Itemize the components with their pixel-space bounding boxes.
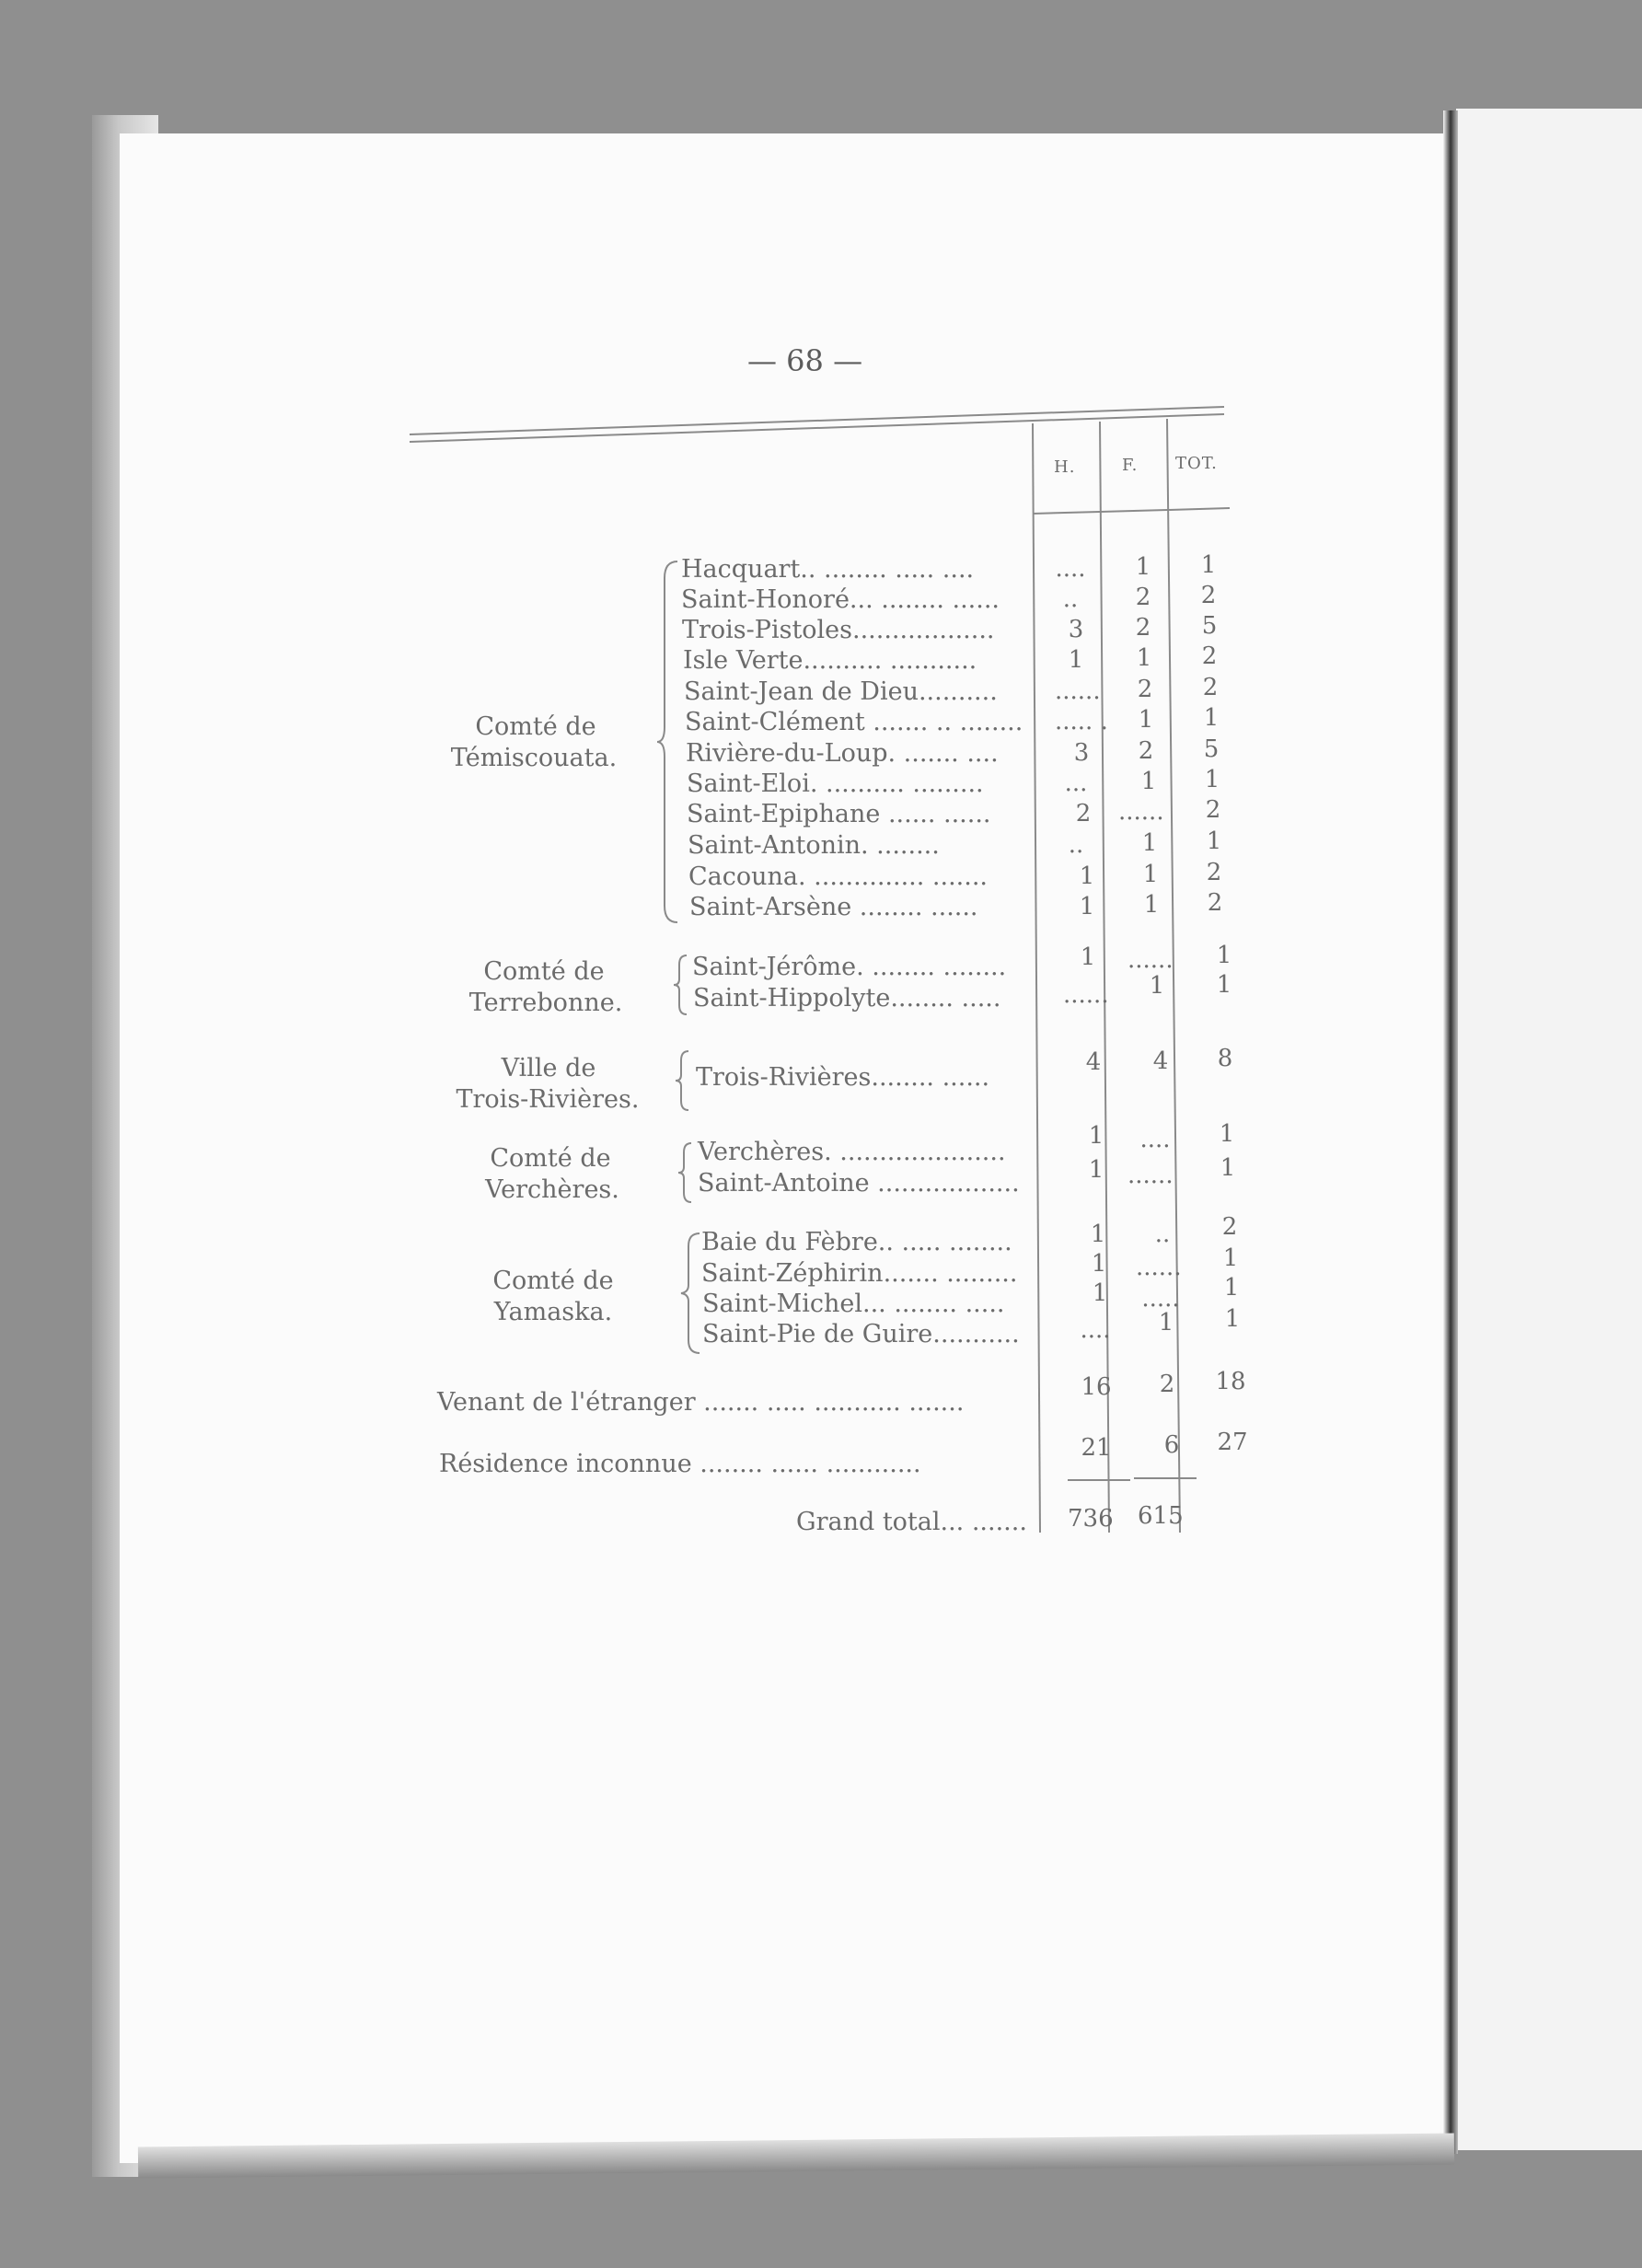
county-label: Yamaska. <box>493 1298 613 1326</box>
f-value: 1 <box>1136 644 1152 672</box>
h-value: 1 <box>1068 646 1084 674</box>
place-name: Isle Verte.......... ........... <box>683 646 977 675</box>
tot-value: 1 <box>1204 766 1220 793</box>
column-header-f: F. <box>1122 456 1139 475</box>
h-value: 1 <box>1092 1279 1108 1307</box>
f-value: .. <box>1154 1221 1171 1248</box>
h-value: ..... . <box>1055 708 1108 735</box>
f-value: 615 <box>1138 1502 1184 1530</box>
f-value: ...... <box>1136 1254 1182 1281</box>
brace <box>655 560 681 924</box>
h-value: 1 <box>1080 943 1096 971</box>
brace <box>679 1232 703 1355</box>
h-value: 1 <box>1090 1221 1106 1248</box>
tot-value: 1 <box>1223 1274 1240 1302</box>
f-value: ...... <box>1127 946 1174 974</box>
summary-label: Venant de l'étranger ....... ..... ........... ....... <box>437 1388 965 1417</box>
place-name: Saint-Eloi. .......... ......... <box>687 770 984 798</box>
place-name: Saint-Michel... ........ ..... <box>702 1290 1005 1318</box>
tot-value: 1 <box>1200 551 1217 579</box>
f-value: 1 <box>1138 706 1154 734</box>
county-label: Témiscouata. <box>450 744 618 772</box>
brace <box>676 1141 697 1204</box>
place-name: Saint-Zéphirin....... ......... <box>701 1259 1018 1288</box>
tot-value: 1 <box>1219 1120 1235 1148</box>
place-name: Verchères. ..................... <box>698 1138 1006 1166</box>
h-value: 1 <box>1088 1122 1104 1150</box>
tot-value: 2 <box>1221 1213 1238 1241</box>
brace <box>672 954 690 1016</box>
f-value: 1 <box>1142 861 1159 888</box>
h-value: 3 <box>1068 616 1084 643</box>
f-value: 4 <box>1152 1047 1169 1075</box>
place-name: Saint-Epiphane ...... ...... <box>687 800 991 828</box>
brace <box>674 1049 694 1112</box>
f-value: ..... <box>1141 1285 1180 1313</box>
county-label: Ville de <box>501 1054 596 1082</box>
h-value: .. <box>1062 585 1079 613</box>
county-label: Trois-Rivières. <box>456 1085 640 1114</box>
summary-label: Résidence inconnue ........ ...... ............ <box>439 1450 921 1478</box>
f-value: 1 <box>1135 553 1151 581</box>
f-value: 2 <box>1159 1371 1175 1398</box>
place-name: Saint-Pie de Guire........... <box>702 1320 1020 1348</box>
h-value: 1 <box>1091 1250 1107 1278</box>
f-value: 1 <box>1143 891 1160 919</box>
tot-value: 2 <box>1207 889 1223 917</box>
f-value: 2 <box>1137 676 1153 703</box>
tot-value: 1 <box>1216 942 1232 969</box>
h-value: 21 <box>1081 1434 1112 1462</box>
tot-value: 27 <box>1217 1429 1248 1456</box>
tot-value: 5 <box>1201 612 1218 640</box>
tot-value: 8 <box>1217 1045 1233 1072</box>
f-value: 1 <box>1140 768 1157 795</box>
tot-value: 1 <box>1220 1154 1236 1182</box>
place-name: Rivière-du-Loup. ....... .... <box>686 739 999 768</box>
tot-value: 1 <box>1222 1244 1239 1272</box>
tot-value: 2 <box>1205 796 1221 824</box>
h-value: 3 <box>1073 739 1090 767</box>
tot-value: 1 <box>1224 1305 1241 1333</box>
tot-value: 1 <box>1203 704 1220 732</box>
f-value: 6 <box>1163 1431 1180 1459</box>
f-value: 2 <box>1138 737 1154 765</box>
place-name: Saint-Jérôme. ........ ........ <box>692 953 1007 981</box>
page-number: — 68 — <box>747 343 863 378</box>
tot-value: 18 <box>1215 1368 1246 1395</box>
h-value: 1 <box>1088 1156 1104 1184</box>
tot-value: 1 <box>1216 971 1232 999</box>
f-value: 1 <box>1141 829 1158 857</box>
tot-value: 2 <box>1206 859 1222 886</box>
place-name: Hacquart.. ........ ..... .... <box>681 555 975 584</box>
place-name: Saint-Hippolyte........ ..... <box>693 984 1001 1012</box>
h-value: ... <box>1064 770 1088 797</box>
county-label: Comté de <box>483 957 605 986</box>
column-header-tot: TOT. <box>1175 454 1218 473</box>
h-value: 736 <box>1068 1505 1114 1533</box>
place-name: Saint-Jean de Dieu.......... <box>684 677 998 706</box>
tot-value: 1 <box>1206 827 1222 855</box>
h-value: .. <box>1068 831 1084 859</box>
county-label: Terrebonne. <box>468 989 623 1017</box>
column-header-h: H. <box>1054 457 1076 477</box>
tot-value: 5 <box>1203 735 1220 763</box>
h-value: 4 <box>1085 1048 1102 1076</box>
h-value: 2 <box>1075 800 1092 827</box>
place-name: Saint-Honoré... ........ ...... <box>681 585 1000 614</box>
county-label: Verchères. <box>485 1175 619 1204</box>
f-value: .... <box>1139 1126 1171 1153</box>
place-name: Saint-Antonin. ........ <box>688 831 940 860</box>
h-value: .... <box>1080 1316 1111 1344</box>
f-value: 1 <box>1158 1309 1174 1336</box>
h-value: .... <box>1055 555 1086 583</box>
tot-value: 2 <box>1200 582 1217 609</box>
tot-value: 2 <box>1202 674 1219 701</box>
place-name: Saint-Antoine .................. <box>698 1169 1020 1198</box>
county-label: Comté de <box>492 1267 614 1295</box>
place-name: Saint-Arsène ........ ...... <box>689 893 978 921</box>
h-value: 1 <box>1079 862 1095 890</box>
h-value: ...... <box>1055 677 1101 705</box>
place-name: Baie du Fèbre.. ..... ........ <box>701 1228 1012 1256</box>
county-label: Comté de <box>490 1144 611 1173</box>
place-name: Cacouna. .............. ....... <box>688 862 988 891</box>
county-label: Comté de <box>475 712 596 741</box>
h-value: 16 <box>1081 1373 1112 1401</box>
f-value: ...... <box>1118 798 1164 826</box>
f-value: ...... <box>1127 1162 1174 1189</box>
f-value: 1 <box>1149 972 1165 1000</box>
place-name: Saint-Clément ....... .. ........ <box>685 708 1023 736</box>
h-value: ...... <box>1063 981 1109 1009</box>
f-value: 2 <box>1135 614 1151 642</box>
place-name: Trois-Pistoles.................. <box>682 616 995 644</box>
grand-total-label: Grand total... ....... <box>796 1508 1027 1536</box>
place-name: Trois-Rivières........ ...... <box>696 1063 990 1092</box>
f-value: 2 <box>1135 584 1151 611</box>
tot-value: 2 <box>1201 642 1218 670</box>
h-value: 1 <box>1079 893 1095 920</box>
